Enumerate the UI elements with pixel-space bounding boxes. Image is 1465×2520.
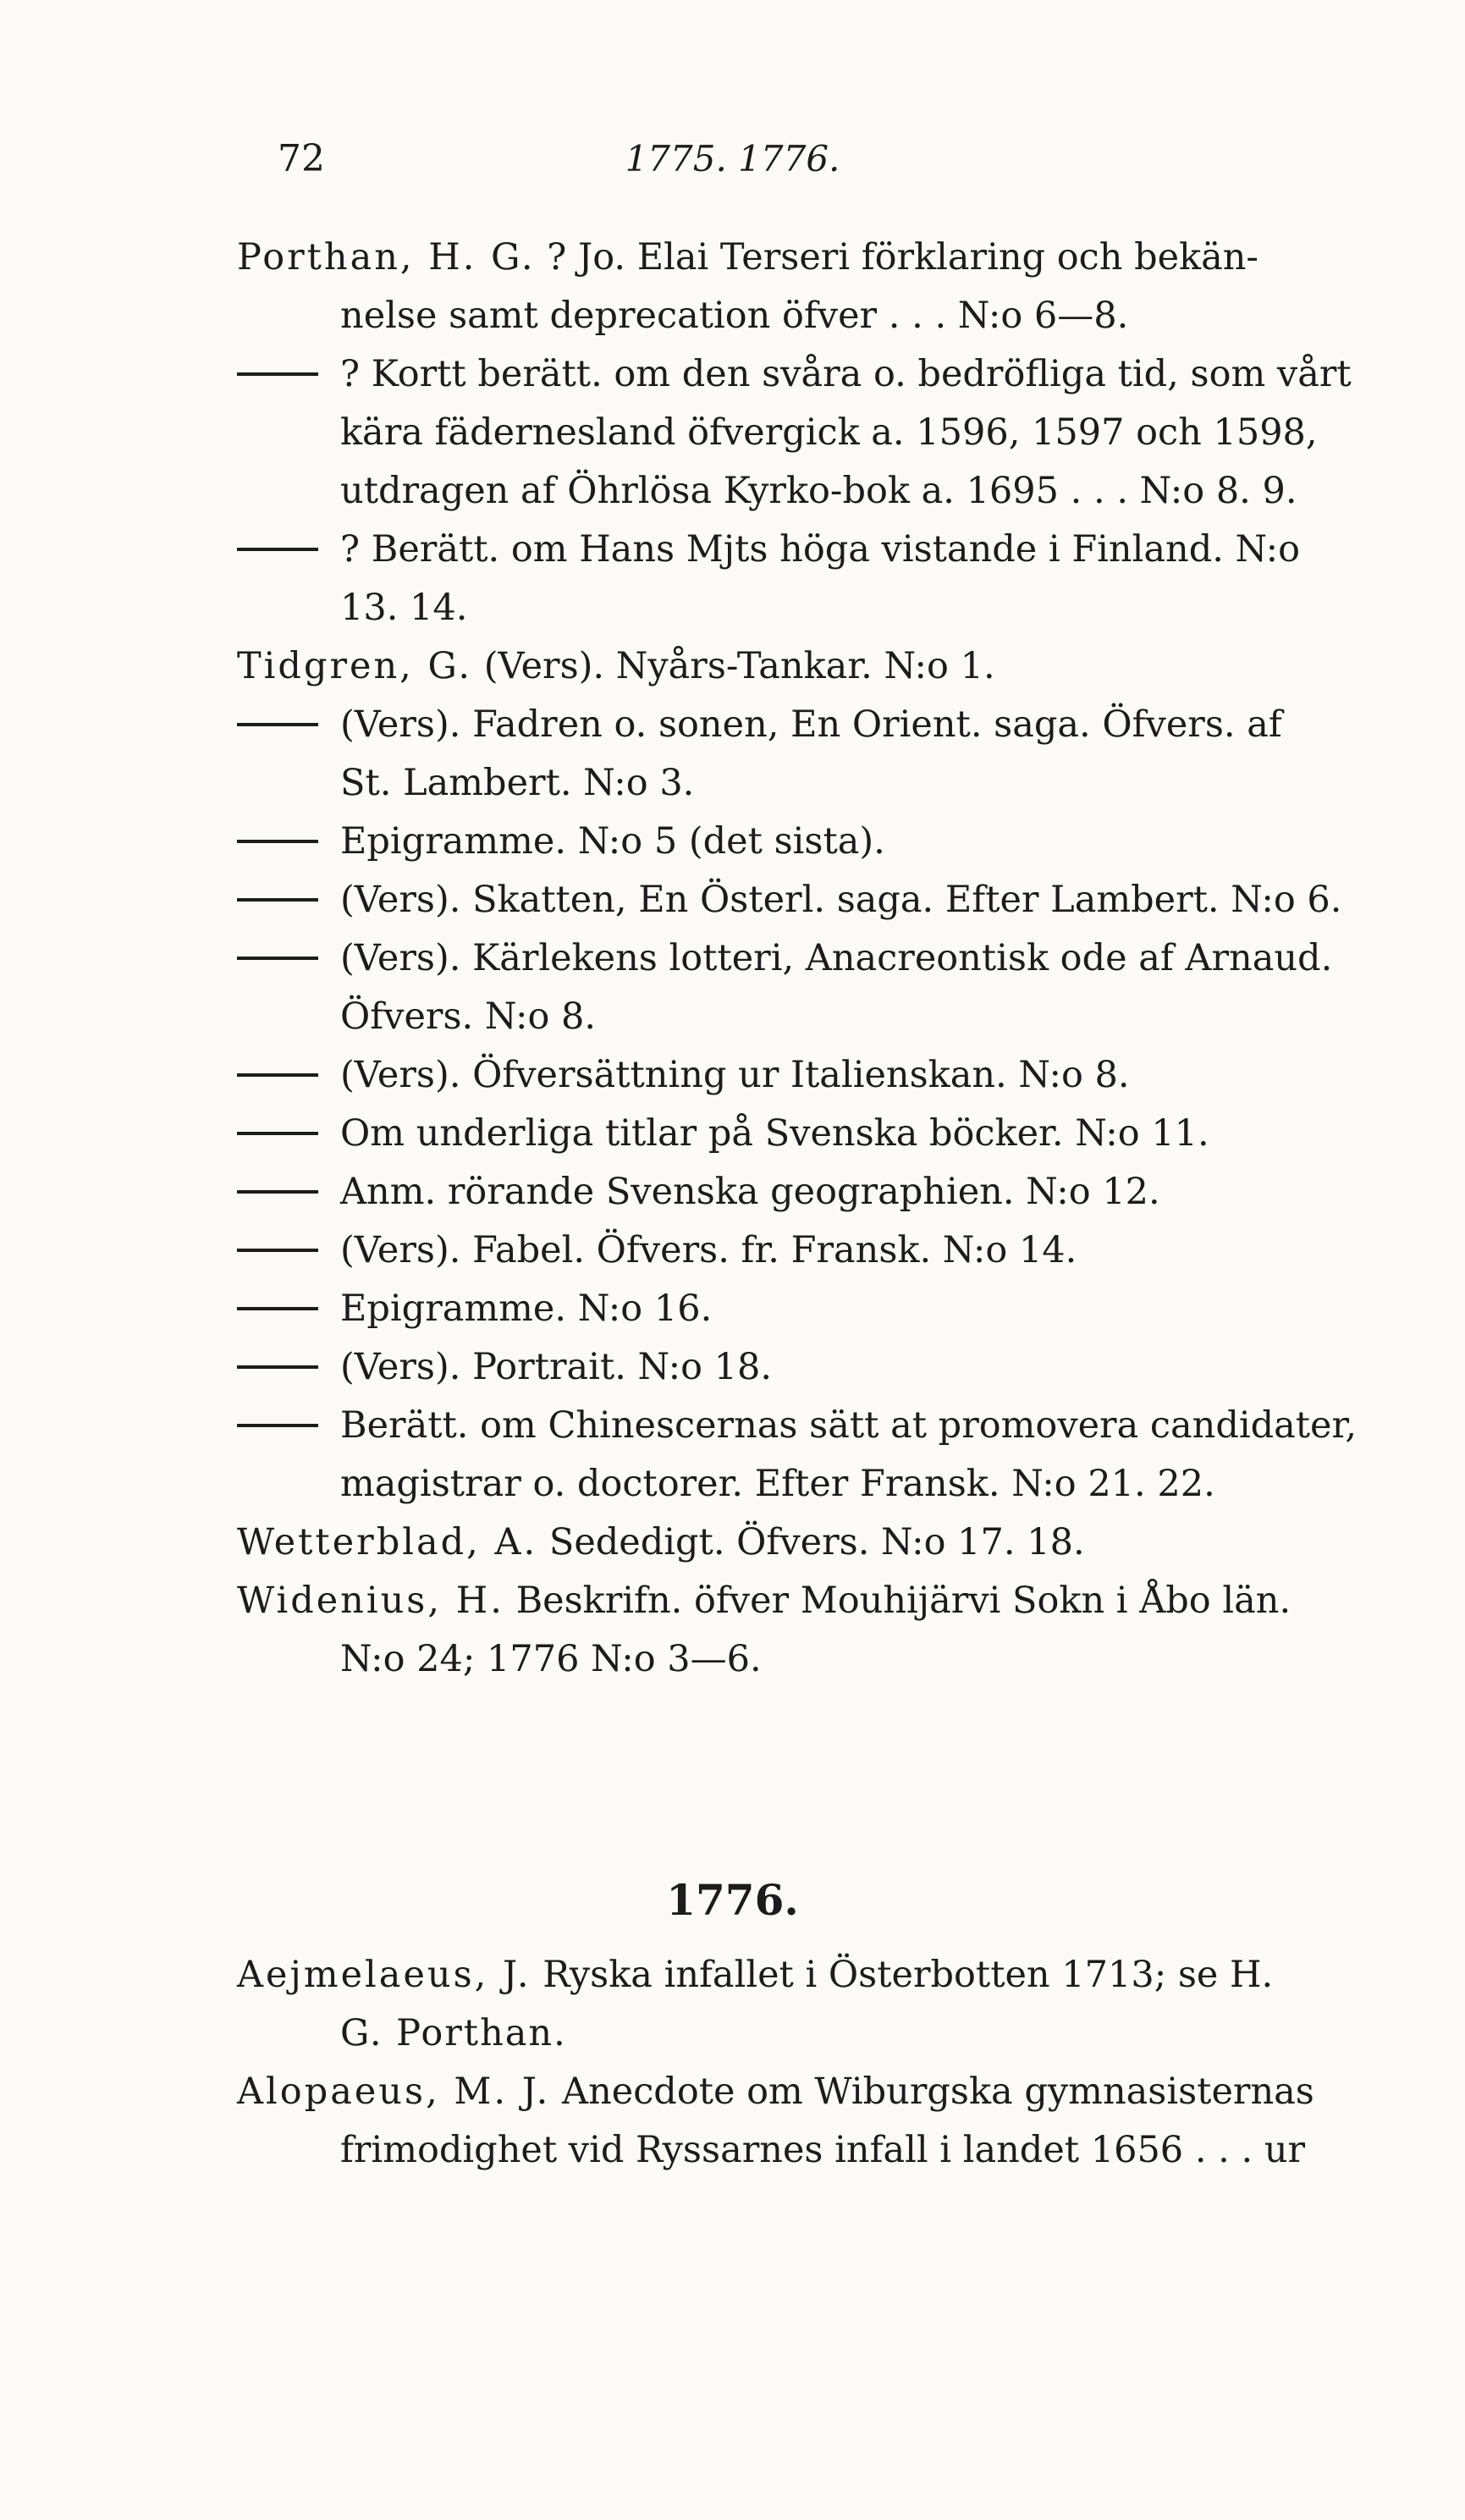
author-name: Wetterblad, A. <box>237 1521 538 1563</box>
ditto-dash <box>237 1424 318 1427</box>
author-name: Aejmelaeus, J. <box>237 1954 531 1996</box>
page-header <box>0 134 1465 185</box>
entry-text: Sededigt. Öfvers. N:o 17. 18. <box>548 1521 1085 1563</box>
entry-continuation: St. Lambert. N:o 3. <box>340 762 695 804</box>
entry-text: (Vers). Fadren o. sonen, En Orient. saga. Öfvers. af <box>340 703 1282 746</box>
entry-continuation: 13. 14. <box>340 587 468 629</box>
entry-line <box>237 1342 1388 1392</box>
entry-text: (Vers). Kärlekens lotteri, Anacreontisk ode af Arnaud. <box>340 937 1333 979</box>
entry-text: Berätt. om Chinescernas sätt at promovera candidater, <box>340 1404 1357 1447</box>
entry-continuation: nelse samt deprecation öfver . . . N:o 6—8. <box>340 295 1129 337</box>
entry-continuation: Öfvers. N:o 8. <box>340 995 597 1038</box>
entry-line <box>237 1050 1388 1100</box>
ditto-dash <box>237 1073 318 1077</box>
entry-line <box>237 1949 1388 2000</box>
ditto-dash <box>237 372 318 376</box>
entry-line <box>237 699 1388 750</box>
entry-line <box>237 1108 1388 1159</box>
entry-line <box>237 1283 1388 1334</box>
entry-continuation: G. Porthan. <box>340 2012 567 2054</box>
entry-continuation: frimodighet vid Ryssarnes infall i landet 1656 . . . ur <box>340 2129 1306 2171</box>
year-heading: 1776. <box>666 1875 799 1925</box>
entry-text: ? Kortt berätt. om den svåra o. bedröfliga tid, som vårt <box>340 353 1352 395</box>
entry-continuation: magistrar o. doctorer. Efter Fransk. N:o 21. 22. <box>340 1463 1215 1505</box>
entry-line <box>237 524 1388 575</box>
ditto-dash <box>237 1190 318 1194</box>
running-title: 1775. 1776. <box>625 138 840 179</box>
ditto-dash <box>237 840 318 843</box>
page-number: 72 <box>278 137 325 180</box>
entry-text: Ryska infallet i Österbotten 1713; se H. <box>542 1954 1274 1996</box>
ditto-dash <box>237 723 318 726</box>
entry-text: (Vers). Portrait. N:o 18. <box>340 1346 773 1388</box>
entry-text: Beskrifn. öfver Mouhijärvi Sokn i Åbo län. <box>515 1580 1292 1622</box>
entry-text: Anm. rörande Svenska geographien. N:o 12. <box>340 1171 1160 1213</box>
entry-continuation: N:o 24; 1776 N:o 3—6. <box>340 1638 762 1680</box>
entry-text: Epigramme. N:o 5 (det sista). <box>340 820 885 863</box>
entry-line <box>237 1575 1388 1626</box>
entry-text: Epigramme. N:o 16. <box>340 1288 713 1330</box>
ditto-dash <box>237 1307 318 1310</box>
entry-line <box>237 641 1388 692</box>
entry-continuation: kära fädernesland öfvergick a. 1596, 1597 och 1598, <box>340 411 1318 454</box>
entry-text: ? Berätt. om Hans Mjts höga vistande i Finland. N:o <box>340 528 1301 571</box>
entry-text: Anecdote om Wiburgska gymnasisternas <box>562 2071 1314 2113</box>
entry-text: (Vers). Fabel. Öfvers. fr. Fransk. N:o 14. <box>340 1229 1077 1271</box>
entry-line <box>237 874 1388 925</box>
entry-line <box>237 1166 1388 1217</box>
author-name: Porthan, H. G. <box>237 236 536 278</box>
entry-line <box>237 1517 1388 1568</box>
ditto-dash <box>237 1132 318 1135</box>
entry-line <box>237 2066 1388 2117</box>
entry-text: ? Jo. Elai Terseri förklaring och bekän- <box>547 236 1258 278</box>
entry-line <box>237 1225 1388 1276</box>
entry-line <box>237 1400 1388 1451</box>
author-name: Widenius, H. <box>237 1580 504 1622</box>
entry-line <box>237 232 1388 283</box>
entry-text: (Vers). Nyårs-Tankar. N:o 1. <box>483 645 995 687</box>
entry-text: Om underliga titlar på Svenska böcker. N:o 11. <box>340 1112 1209 1155</box>
entry-line <box>237 933 1388 984</box>
ditto-dash <box>237 548 318 551</box>
entry-text: (Vers). Öfversättning ur Italienskan. N:o 8. <box>340 1054 1130 1096</box>
ditto-dash <box>237 957 318 960</box>
entry-line <box>237 816 1388 867</box>
entry-text: (Vers). Skatten, En Österl. saga. Efter Lambert. N:o 6. <box>340 879 1342 921</box>
ditto-dash <box>237 1365 318 1369</box>
author-name: Alopaeus, M. J. <box>237 2071 551 2113</box>
entry-line <box>237 349 1388 400</box>
ditto-dash <box>237 898 318 902</box>
entry-continuation: utdragen af Öhrlösa Kyrko-bok a. 1695 . . . N:o 8. 9. <box>340 470 1297 512</box>
author-name: Tidgren, G. <box>237 645 473 687</box>
ditto-dash <box>237 1249 318 1252</box>
